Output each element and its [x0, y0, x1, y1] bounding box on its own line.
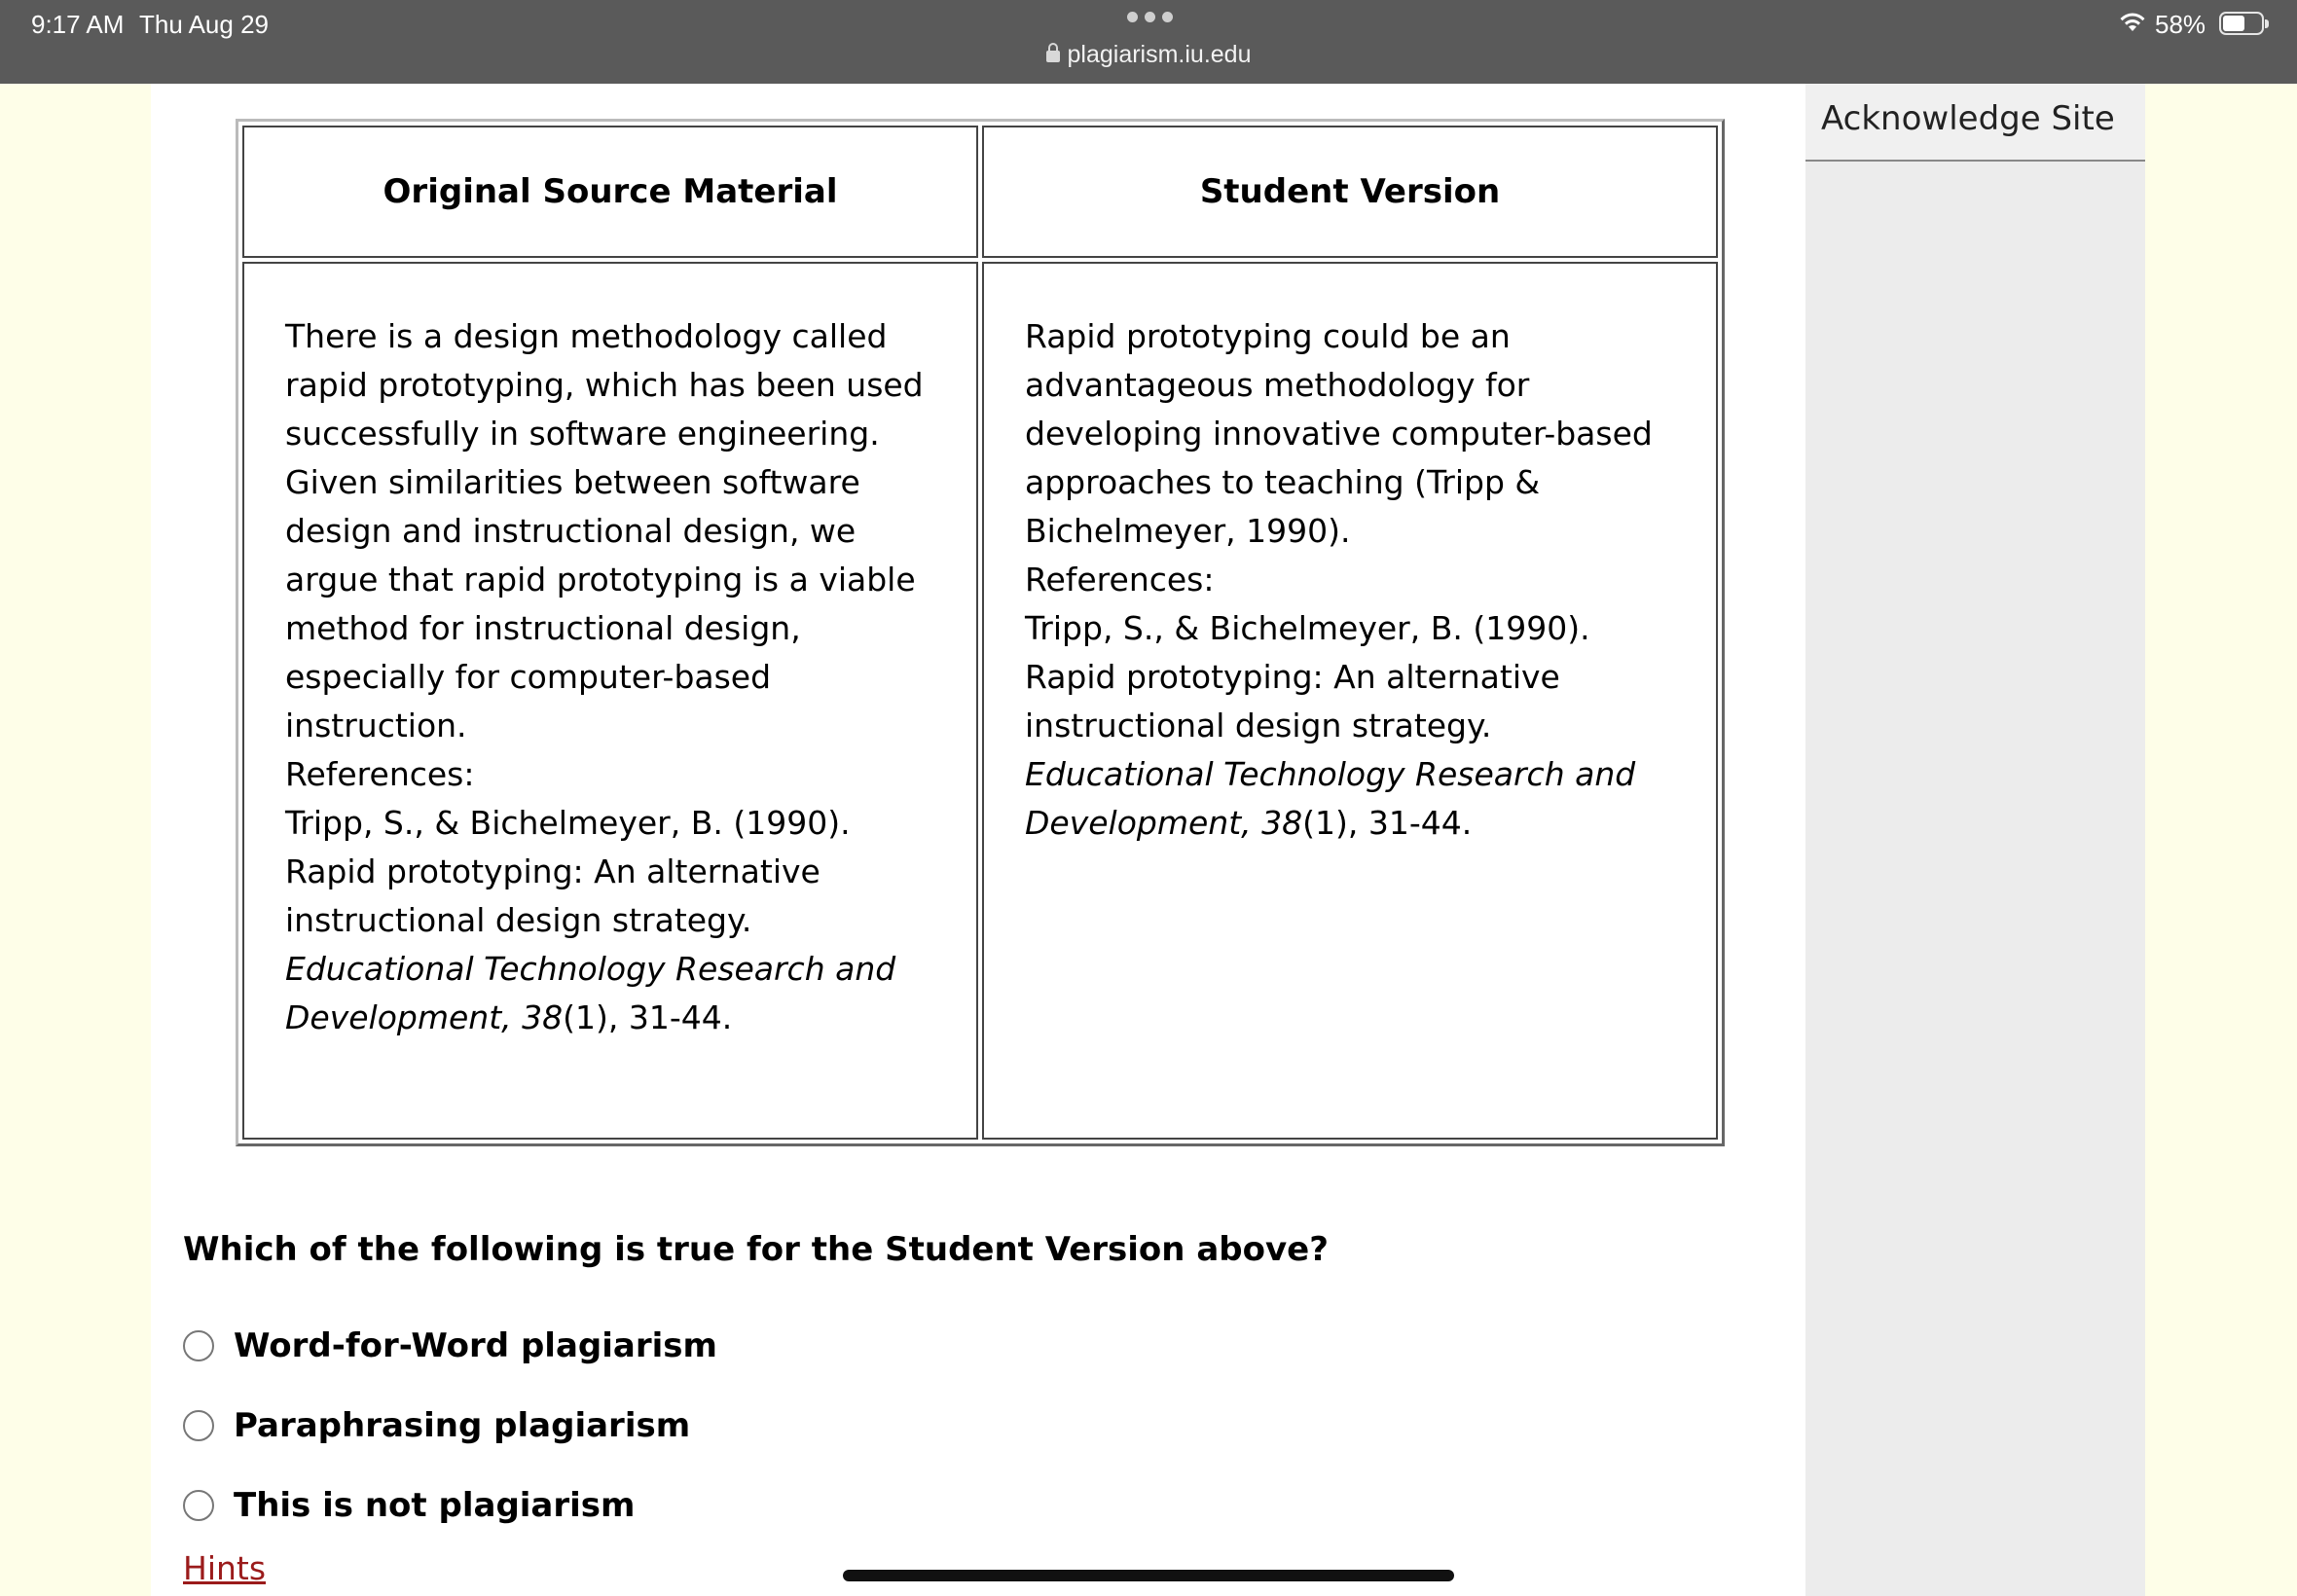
student-cell: [982, 262, 1718, 1140]
radio-button[interactable]: [183, 1490, 214, 1521]
option-label: Word-for-Word plagiarism: [234, 1326, 717, 1365]
original-references-label: References:: [285, 755, 475, 793]
wifi-icon: [2118, 12, 2147, 33]
lock-icon: [1046, 51, 1060, 62]
answer-options: [183, 1306, 717, 1545]
header-student: Student Version: [982, 126, 1718, 258]
student-reference: Tripp, S., & Bichelmeyer, B. (1990). Rapid prototyping: An alternative instructional design strategy. Educational Technology Research and Development, 38(1), 31-44.: [1025, 609, 1636, 842]
original-cell: [242, 262, 978, 1140]
option-not-plagiarism[interactable]: [183, 1466, 717, 1545]
option-label: This is not plagiarism: [234, 1486, 636, 1525]
url-text: plagiarism.iu.edu: [1067, 41, 1252, 68]
acknowledge-site-link[interactable]: Acknowledge Site: [1805, 84, 2145, 162]
option-paraphrasing[interactable]: [183, 1386, 717, 1466]
hints-link[interactable]: Hints: [183, 1549, 267, 1587]
original-reference: Tripp, S., & Bichelmeyer, B. (1990). Rapid prototyping: An alternative instructional design strategy. Educational Technology Research and Development, 38(1), 31-44.: [285, 804, 896, 1036]
comparison-table: [236, 119, 1725, 1146]
page-margin-right: [2145, 84, 2297, 1596]
home-indicator[interactable]: [843, 1570, 1454, 1581]
status-time: 9:17 AM: [31, 10, 125, 39]
address-bar[interactable]: [0, 41, 2297, 69]
page-margin-left: [0, 84, 151, 1596]
status-date: Thu Aug 29: [139, 10, 269, 39]
option-word-for-word[interactable]: [183, 1306, 717, 1386]
radio-button[interactable]: [183, 1330, 214, 1361]
radio-button[interactable]: [183, 1410, 214, 1441]
status-bar: [0, 0, 2297, 84]
student-text: Rapid prototyping could be an advantageous methodology for developing innovative computer-based approaches to teaching (Tripp & Bichelmeyer, 1990).: [1025, 317, 1653, 550]
original-text: There is a design methodology called rapid prototyping, which has been used successfully in software engineering. Given similarities between software design and instructional design, we argue that rapid prototyping is a viable method for instructional design, especially for computer-based instruction.: [285, 317, 924, 744]
question-text: Which of the following is true for the Student Version above?: [183, 1230, 1329, 1269]
battery-percent: 58%: [2155, 10, 2206, 39]
option-label: Paraphrasing plagiarism: [234, 1406, 691, 1445]
header-original: Original Source Material: [242, 126, 978, 258]
student-references-label: References:: [1025, 561, 1215, 598]
sidebar: [1805, 84, 2145, 1596]
more-dots-icon[interactable]: [1127, 12, 1173, 22]
battery-icon: [2219, 12, 2264, 35]
